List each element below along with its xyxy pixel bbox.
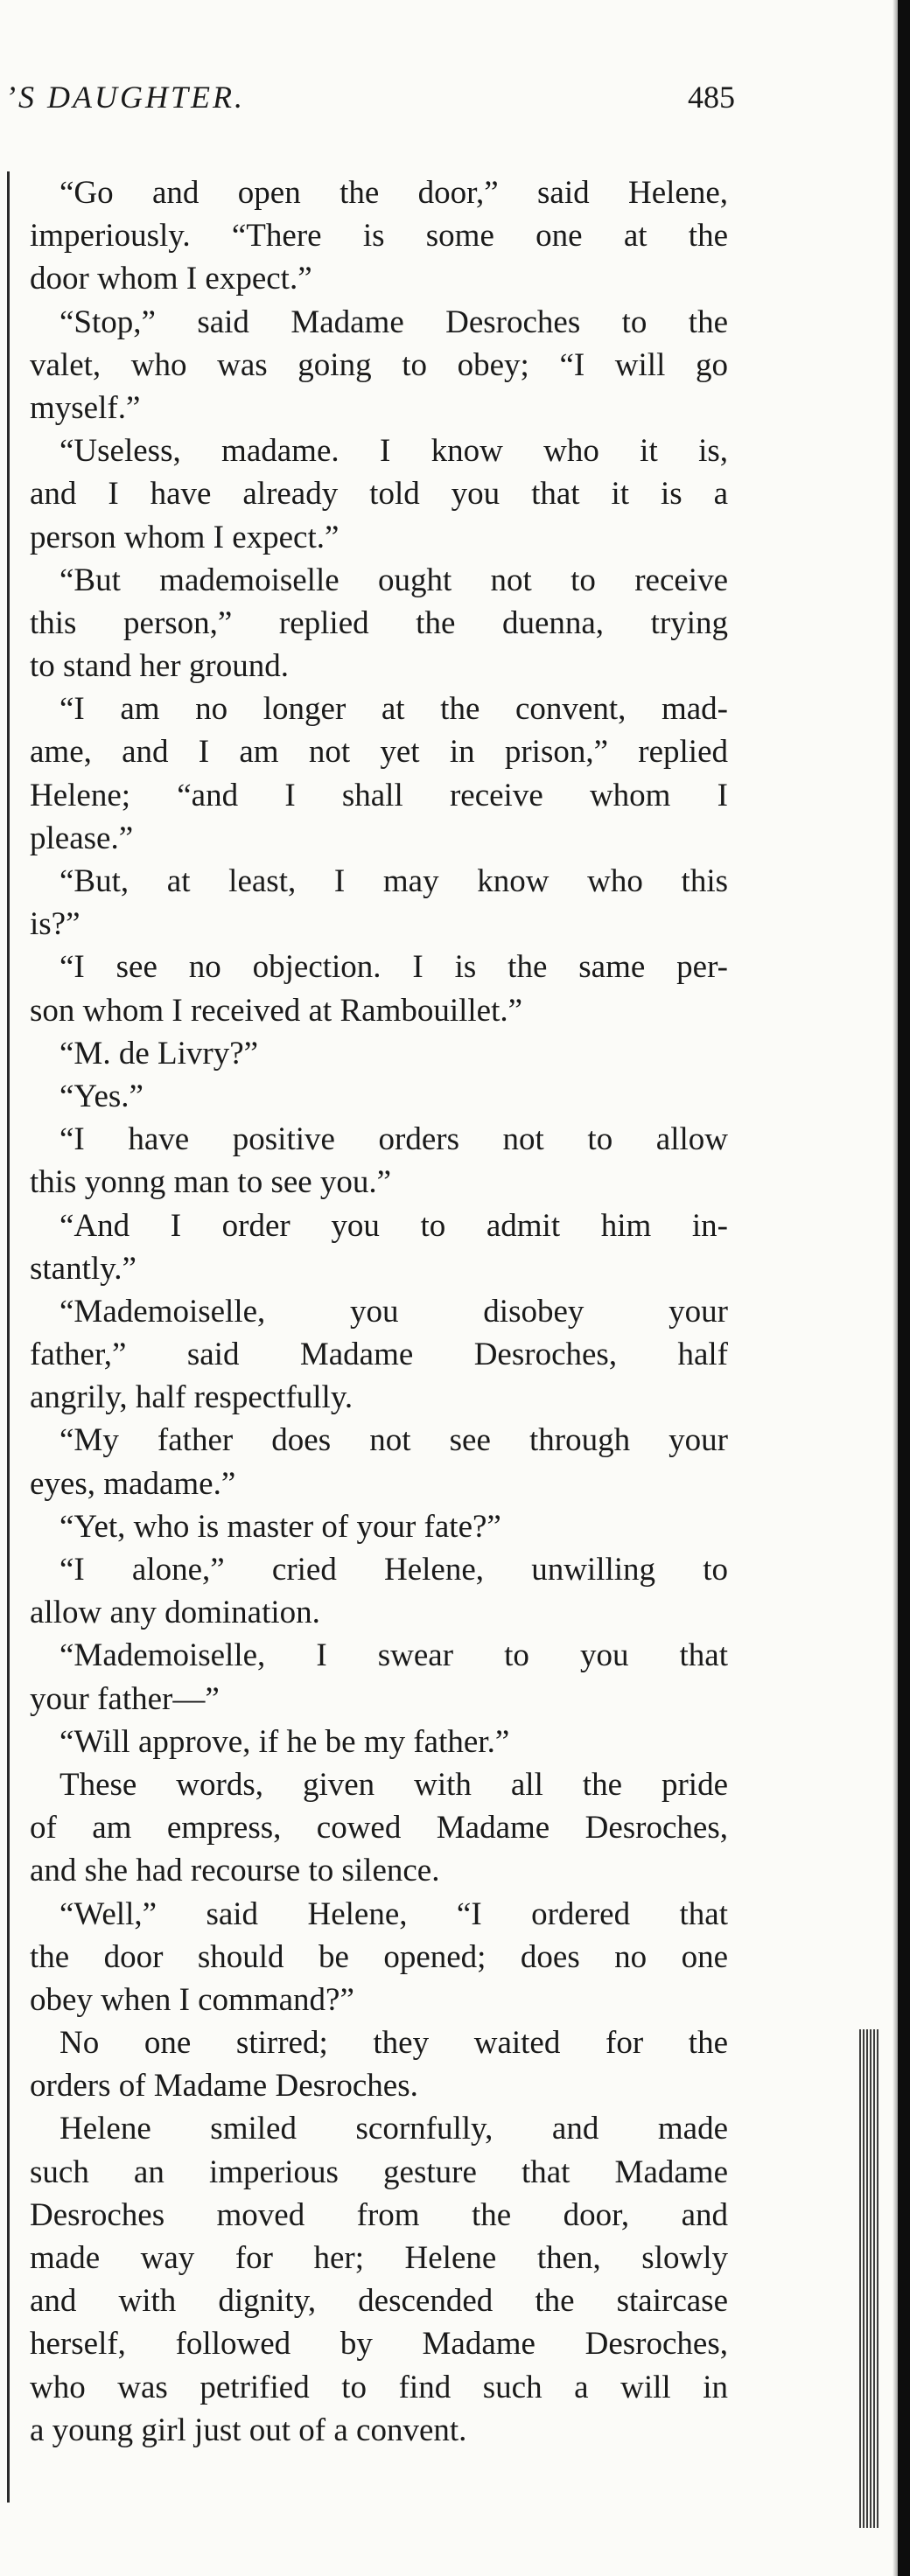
text-line: valet, who was going to obey; “I will go <box>30 346 728 383</box>
page-edge-strip <box>859 2029 878 2528</box>
text-line: “Will approve, if he be my father.” <box>60 1723 510 1760</box>
text-line: herself, followed by Madame Desroches, <box>30 2326 728 2363</box>
text-line: is?” <box>30 906 80 943</box>
text-line: Desroches moved from the door, and <box>30 2196 728 2233</box>
text-line: to stand her ground. <box>30 648 289 685</box>
text-line: eyes, madame.” <box>30 1465 236 1502</box>
text-line: “I alone,” cried Helene, unwilling to <box>60 1552 728 1588</box>
text-line: obey when I command?” <box>30 1981 354 2018</box>
text-line: Helene smiled scornfully, and made <box>60 2111 728 2147</box>
text-line: “But mademoiselle ought not to receive <box>60 562 728 598</box>
text-line: person whom I expect.” <box>30 519 340 555</box>
text-line: and she had recourse to silence. <box>30 1853 440 1889</box>
text-line: “But, at least, I may know who this <box>60 863 728 899</box>
text-line: No one stirred; they waited for the <box>60 2025 728 2062</box>
running-header <box>0 79 735 122</box>
text-line: “I have positive orders not to allow <box>60 1121 728 1158</box>
text-line: imperiously. “There is some one at the <box>30 218 728 255</box>
text-line: “Stop,” said Madame Desroches to the <box>60 304 728 340</box>
text-line: “Go and open the door,” said Helene, <box>60 175 728 211</box>
text-line: “Mademoiselle, I swear to you that <box>60 1637 728 1674</box>
text-line: “Mademoiselle, you disobey your <box>60 1293 728 1330</box>
text-line: “I am no longer at the convent, mad- <box>60 691 728 728</box>
text-line: “Well,” said Helene, “I ordered that <box>60 1895 728 1932</box>
running-title: ’S DAUGHTER. <box>5 80 245 115</box>
text-line: stantly.” <box>30 1250 136 1287</box>
text-line: “Yet, who is master of your fate?” <box>60 1508 501 1545</box>
text-line: “My father does not see through your <box>60 1422 728 1459</box>
book-spine-edge <box>898 0 910 2576</box>
text-line: your father—” <box>30 1680 220 1717</box>
text-line: Helene; “and I shall receive whom I <box>30 777 728 813</box>
text-line: this yonng man to see you.” <box>30 1164 392 1201</box>
text-line: “M. de Livry?” <box>60 1035 259 1072</box>
text-line: son whom I received at Rambouillet.” <box>30 992 523 1029</box>
margin-rule <box>7 171 10 2503</box>
text-line: These words, given with all the pride <box>60 1766 728 1803</box>
text-line: please.” <box>30 820 134 856</box>
text-line: “Useless, madame. I know who it is, <box>60 433 728 470</box>
text-line: angrily, half respectfully. <box>30 1379 354 1416</box>
text-line: door whom I expect.” <box>30 261 312 297</box>
text-line: the door should be opened; does no one <box>30 1938 728 1975</box>
text-line: and with dignity, descended the staircase <box>30 2283 728 2320</box>
text-line: allow any domination. <box>30 1595 320 1631</box>
text-line: “I see no objection. I is the same per- <box>60 949 728 986</box>
text-line: orders of Madame Desroches. <box>30 2068 418 2105</box>
text-line: “Yes.” <box>60 1078 144 1114</box>
text-line: father,” said Madame Desroches, half <box>30 1337 728 1373</box>
text-line: this person,” replied the duenna, trying <box>30 604 728 641</box>
text-line: and I have already told you that it is a <box>30 476 728 513</box>
text-line: made way for her; Helene then, slowly <box>30 2240 728 2276</box>
body-text-column <box>30 171 728 2452</box>
text-line: of am empress, cowed Madame Desroches, <box>30 1810 728 1846</box>
text-line: “And I order you to admit him in- <box>60 1207 728 1244</box>
text-line: a young girl just out of a convent. <box>30 2412 467 2448</box>
text-line: ame, and I am not yet in prison,” replied <box>30 734 728 771</box>
text-line: myself.” <box>30 389 141 426</box>
text-line: such an imperious gesture that Madame <box>30 2154 728 2190</box>
page-number: 485 <box>688 80 735 115</box>
text-line: who was petrified to find such a will in <box>30 2369 728 2405</box>
